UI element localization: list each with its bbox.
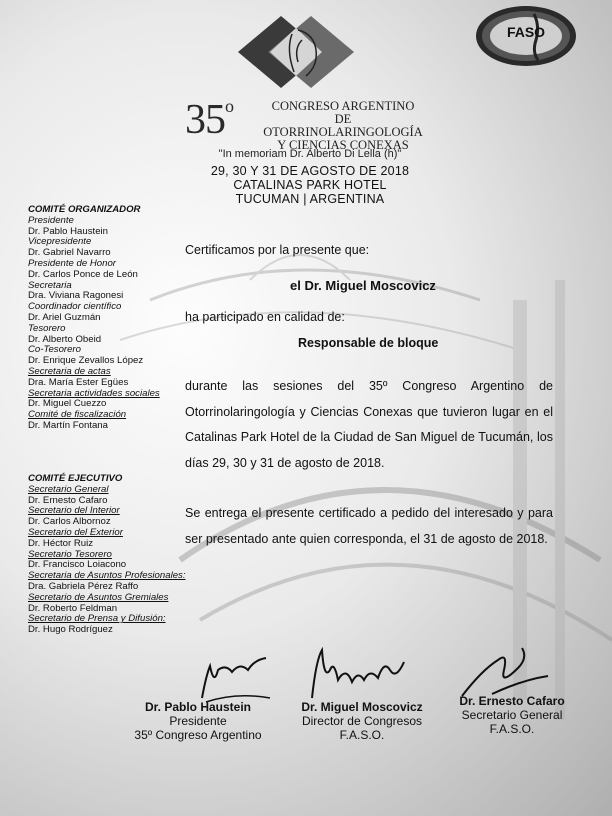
committee-member-name: Dr. Alberto Obeid [28, 333, 102, 345]
congress-logo-icon [236, 14, 356, 92]
committee-member-name: Dr. Roberto Feldman [28, 602, 118, 614]
committee-member-name: Dr. Miguel Cuezzo [28, 398, 107, 410]
committee-member-name: Dr. Carlos Ponce de León [28, 268, 138, 280]
committee-role: Secretaria actividades sociales [28, 387, 160, 399]
committee-member-name: Dr. Martín Fontana [28, 419, 108, 431]
signature-block-director [282, 700, 442, 742]
participation-role: Responsable de bloque [298, 336, 439, 350]
participation-statement: ha participado en calidad de: [185, 310, 345, 324]
signature-haustein-icon [196, 646, 276, 706]
committee-member-name: Dr. Ariel Guzmán [28, 311, 101, 323]
signature-moscovicz-icon [308, 640, 408, 704]
committee-role: Presidente [28, 214, 74, 226]
signer-organization: F.A.S.O. [489, 722, 535, 736]
executive-committee-heading: COMITÉ EJECUTIVO [28, 473, 123, 484]
signature-block-president [118, 700, 278, 742]
committee-role: Vicepresidente [28, 236, 92, 248]
committee-role: Coordinador científico [28, 301, 122, 313]
committee-member-name: Dr. Héctor Ruiz [28, 537, 94, 549]
congress-degree: o [225, 96, 233, 116]
committee-role: Tesorero [28, 322, 66, 334]
committee-member-name: Dra. María Ester Egües [28, 376, 129, 388]
session-paragraph: durante las sesiones del 35º Congreso Argentino de Otorrinolaringología y Ciencias Conexas que tuvieron lugar en el Catalinas Park Hotel de la Ciudad de San Miguel de Tucumán, los días 29, 30 y 31 de agosto de 2018. [185, 379, 553, 470]
congress-number-value: 35 [185, 97, 225, 143]
signer-name: Dr. Miguel Moscovicz [301, 700, 423, 714]
congress-title-line: CONGRESO ARGENTINO [271, 99, 415, 113]
committee-role: Presidente de Honor [28, 257, 116, 269]
committee-role: Secretario General [28, 483, 109, 495]
committee-role: Secretario del Interior [28, 505, 120, 517]
executive-committee [28, 474, 186, 636]
committee-role: Co-Tesorero [28, 344, 81, 356]
signature-cafaro-icon [452, 640, 552, 700]
congress-title [258, 100, 428, 152]
committee-role: Secretario de Asuntos Gremiales [28, 591, 169, 603]
organizing-committee [28, 205, 160, 432]
committee-role: Secretario de Prensa y Difusión: [28, 613, 166, 625]
committee-role: Secretaria de actas [28, 365, 111, 377]
seal-text: FASO [506, 24, 546, 40]
event-venue: CATALINAS PARK HOTEL [233, 178, 387, 192]
organizing-committee-heading: COMITÉ ORGANIZADOR [28, 204, 141, 215]
event-dates: 29, 30 Y 31 DE AGOSTO DE 2018 [210, 164, 410, 178]
committee-member-name: Dr. Gabriel Navarro [28, 247, 111, 259]
committee-member-name: Dr. Francisco Loiacono [28, 559, 127, 571]
signer-name: Dr. Pablo Haustein [144, 700, 252, 714]
committee-role: Secretaria [28, 279, 72, 291]
certify-statement: Certificamos por la presente que: [185, 243, 370, 257]
signer-title: Presidente [169, 714, 227, 728]
signature-block-secretary [442, 694, 582, 736]
committee-member-name: Dr. Carlos Albornoz [28, 516, 111, 528]
committee-role: Secretaria de Asuntos Profesionales: [28, 570, 186, 582]
signer-organization: F.A.S.O. [339, 728, 385, 742]
committee-member-name: Dr. Ernesto Cafaro [28, 494, 108, 506]
congress-title-line: Y CIENCIAS CONEXAS [277, 138, 409, 152]
recipient-name: el Dr. Miguel Moscovicz [290, 278, 436, 293]
committee-role: Comité de fiscalización [28, 409, 127, 421]
memoriam-line: "In memoriam Dr. Alberto Di Lella (h)" [218, 148, 402, 160]
congress-number [185, 96, 233, 144]
signer-name: Dr. Ernesto Cafaro [459, 694, 565, 708]
committee-member-name: Dra. Viviana Ragonesi [28, 290, 124, 302]
committee-role: Secretario del Exterior [28, 526, 123, 538]
event-city: TUCUMAN | ARGENTINA [235, 192, 385, 206]
committee-member-name: Dra. Gabriela Pérez Raffo [28, 580, 139, 592]
signer-title: Secretario General [461, 708, 563, 722]
committee-member-name: Dr. Hugo Rodríguez [28, 624, 113, 636]
committee-member-name: Dr. Enrique Zevallos López [28, 355, 144, 367]
signer-title: Director de Congresos [301, 714, 423, 728]
congress-title-line: DE OTORRINOLARINGOLOGÍA [263, 112, 423, 139]
committee-member-name: Dr. Pablo Haustein [28, 225, 108, 237]
committee-role: Secretario Tesorero [28, 548, 112, 560]
signer-organization: 35º Congreso Argentino [134, 728, 262, 742]
delivery-paragraph: Se entrega el presente certificado a pedido del interesado y para ser presentado ante quien corresponda, el 31 de agosto de 2018. [185, 506, 553, 546]
